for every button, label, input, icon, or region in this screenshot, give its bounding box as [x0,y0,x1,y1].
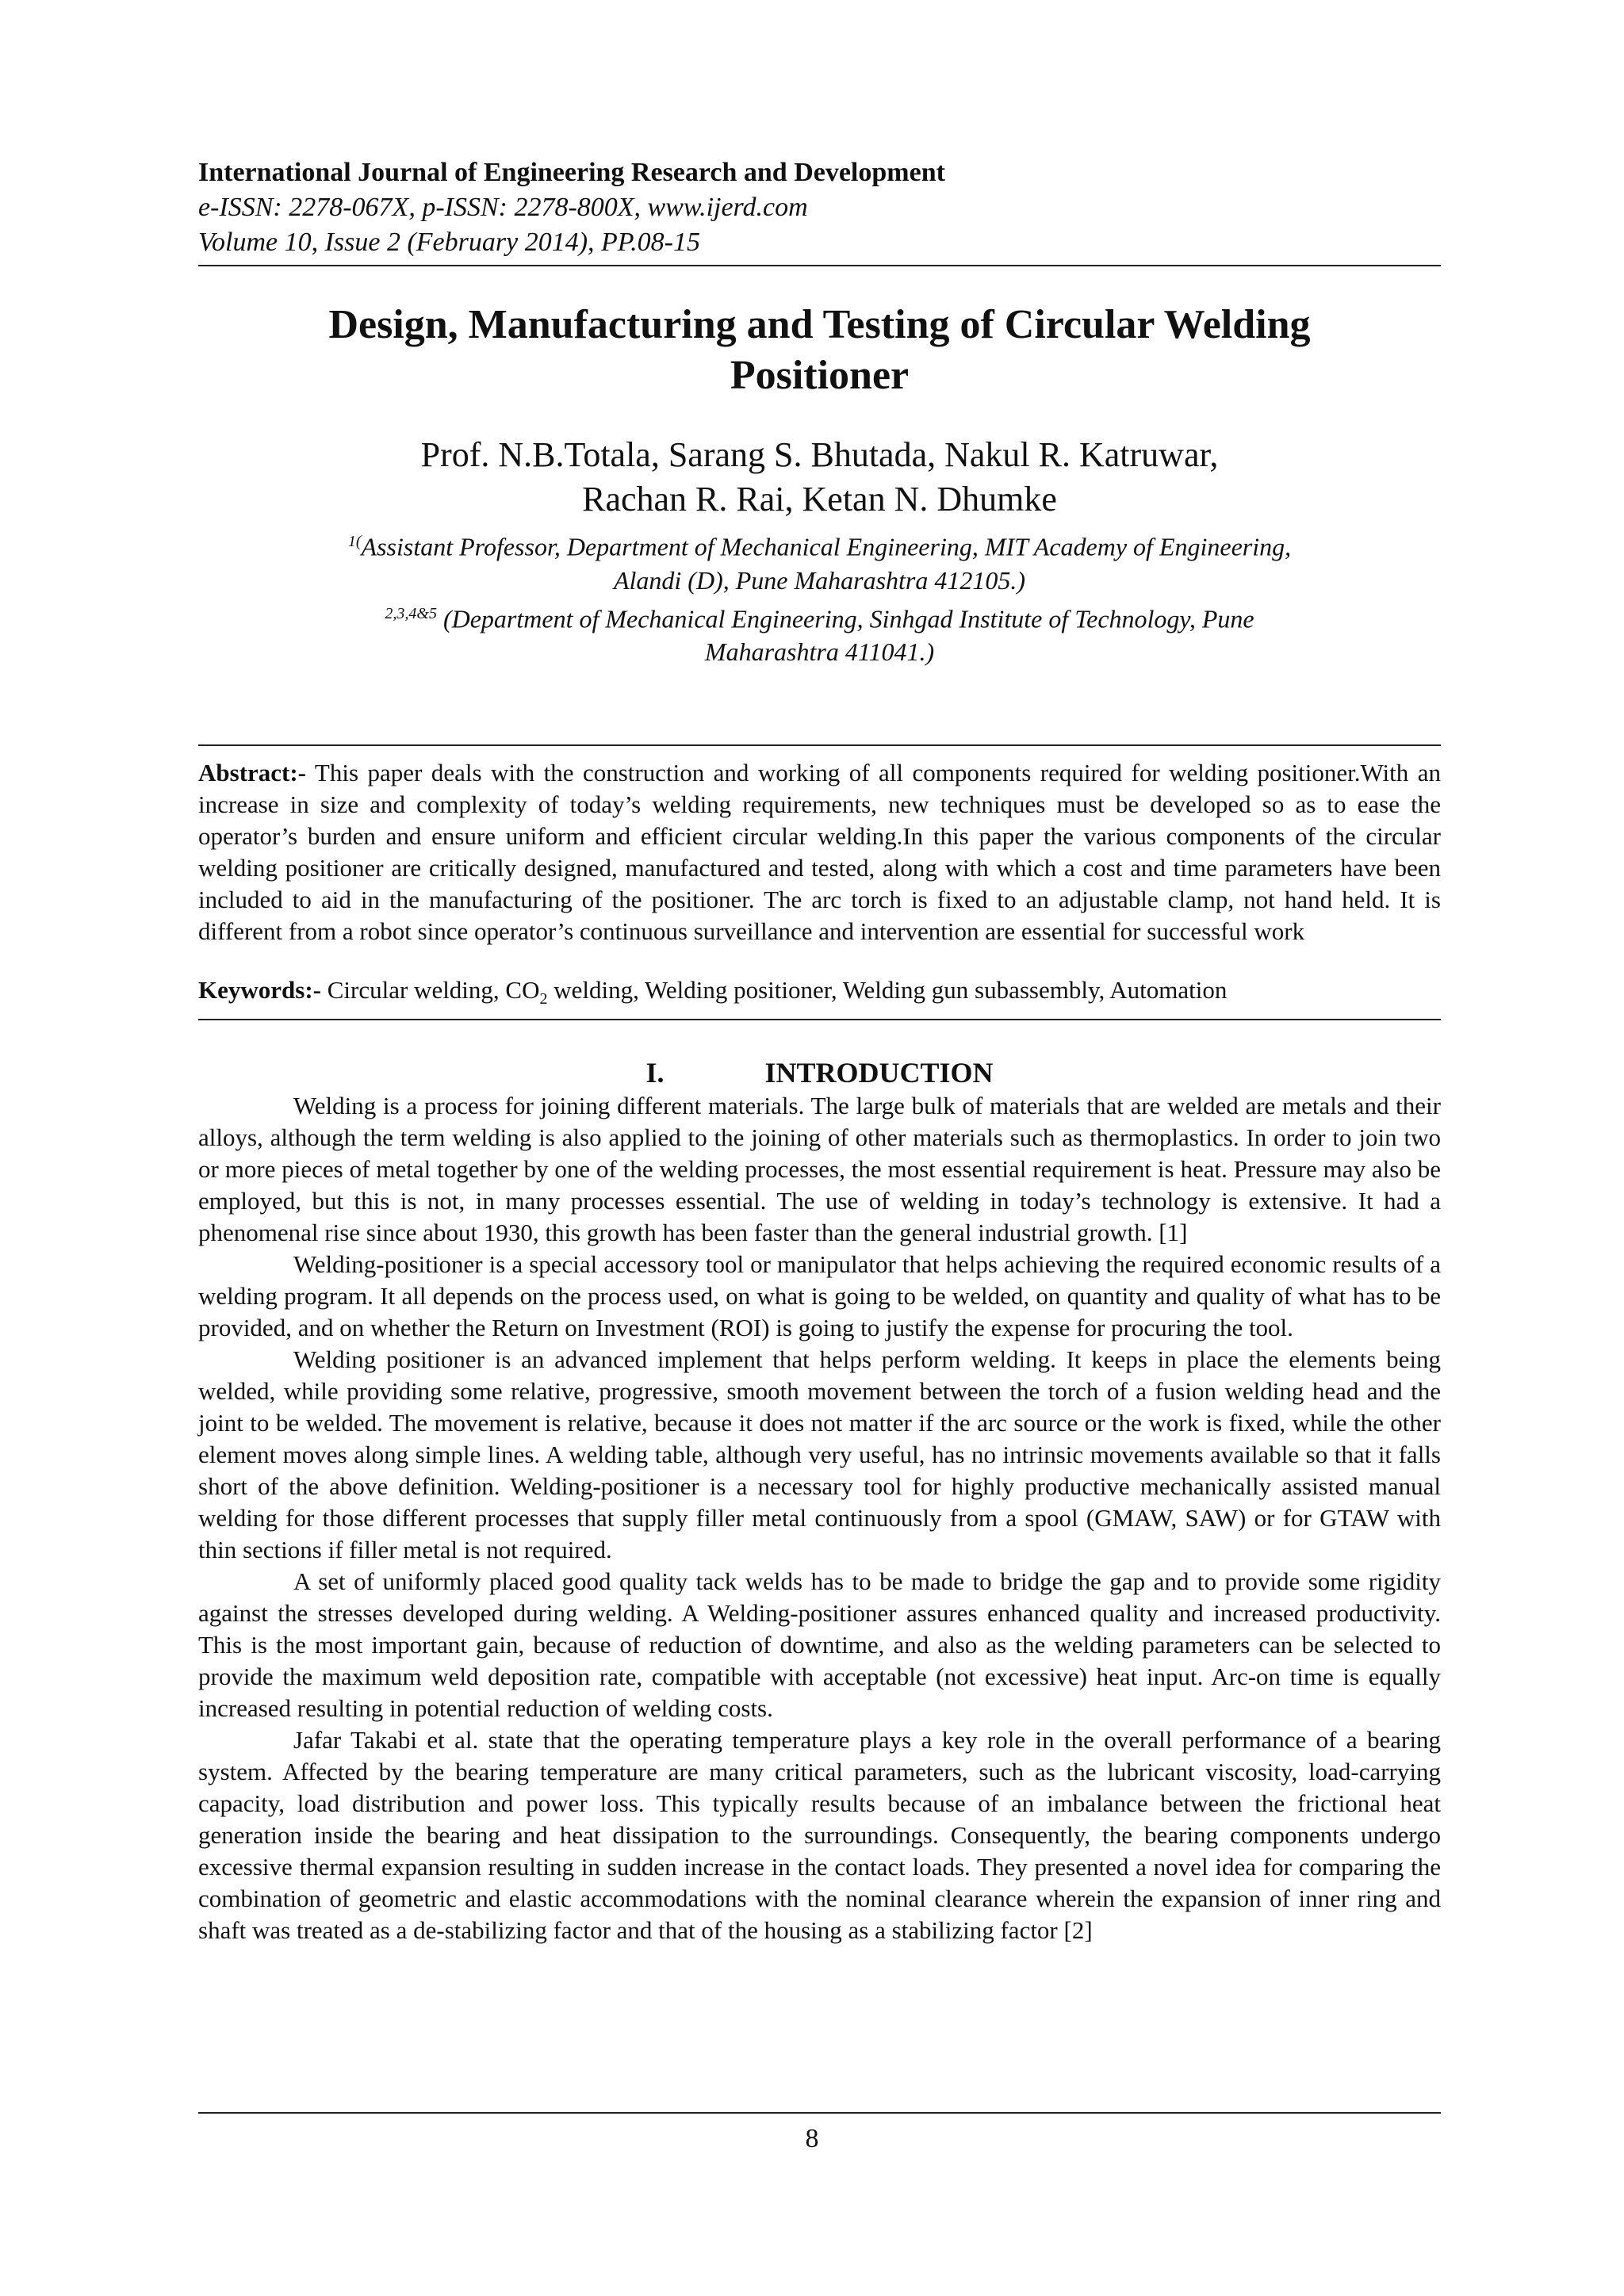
affiliation-1-line-1: Assistant Professor, Department of Mechanical Engineering, MIT Academy of Engineering, [361,532,1292,561]
affiliation-2-line-2: Maharashtra 411041.) [704,637,935,667]
affiliation-2-mark: 2,3,4&5 [385,604,437,622]
keywords-bottom-rule [198,1019,1441,1020]
abstract-top-rule [198,744,1441,746]
keywords [198,974,1441,1015]
journal-name: International Journal of Engineering Research and Development [198,158,945,187]
author-list [198,433,1441,522]
paper-title-line-2: Positioner [730,353,910,398]
section-heading-introduction [198,1055,1441,1090]
body-paragraph-2: Welding-positioner is a special accessory tool or manipulator that helps achieving the required economic results of a welding program. It all depends on the process used, on what is going to be welded, on quantity and quality of what has to be provided, and on whether the Return on Investment (ROI) is going to justify the expense for procuring the tool. [198,1249,1441,1341]
paper-title-line-1: Design, Manufacturing and Testing of Circular Welding [328,302,1311,347]
keywords-label: Keywords:- [198,976,321,1004]
abstract-text: This paper deals with the construction and working of all components required for welding positioner.With an increase in size and complexity of today’s welding requirements, new techniques must be developed so as to ease the operator’s burden and ensure uniform and efficient circular welding.In this paper the various components of the circular welding positioner are critically designed, manufactured and tested, along with which a cost and time parameters have been included to aid in the manufacturing of the positioner. The arc torch is fixed to an adjustable clamp, not hand held. It is different from a robot since operator’s continuous surveillance and intervention are essential for successful work [198,759,1441,946]
journal-volume: Volume 10, Issue 2 (February 2014), PP.08-15 [198,228,701,257]
affiliation-1-mark: 1( [347,533,362,550]
body-paragraph-1: Welding is a process for joining different materials. The large bulk of materials that are welded are metals and their alloys, although the term welding is also applied to the joining of other materials such as thermoplastics. In order to join two or more pieces of metal together by one of the welding processes, the most essential requirement is heat. Pressure may also be employed, but this is not, in many processes essential. The use of welding in today’s technology is extensive. It had a phenomenal rise since about 1930, this growth has been faster than the general industrial growth. [1] [198,1091,1441,1246]
affiliation-1-line-2: Alandi (D), Pune Maharashtra 412105.) [613,565,1026,595]
author-line-2: Rachan R. Rai, Ketan N. Dhumke [582,480,1057,519]
paper-title [198,300,1441,401]
keywords-text-after: welding, Welding positioner, Welding gun subassembly, Automation [547,976,1228,1004]
page-number: 8 [805,2124,819,2153]
header-rule [198,265,1441,266]
affiliation-2 [198,597,1441,669]
body-paragraph-4: A set of uniformly placed good quality tack welds has to be made to bridge the gap and to provide some rigidity against the stresses developed during welding. A Welding-positioner assures enhanced quality and increased productivity. This is the most important gain, because of reduction of downtime, and also as the welding parameters can be selected to provide the maximum weld deposition rate, compatible with acceptable (not excessive) heat input. Arc-on time is equally increased resulting in potential reduction of welding costs. [198,1567,1441,1722]
journal-issn: e-ISSN: 2278-067X, p-ISSN: 2278-800X, www.ijerd.com [198,193,808,222]
keywords-subscript: 2 [539,990,548,1008]
body-paragraph-5: Jafar Takabi et al. state that the operating temperature plays a key role in the overall performance of a bearing system. Affected by the bearing temperature are many critical parameters, such as the lubricant viscosity, load-carrying capacity, load distribution and power loss. This typically results because of an imbalance between the frictional heat generation inside the bearing and heat dissipation to the surroundings. Consequently, the bearing components undergo excessive thermal expansion resulting in sudden increase in the contact loads. They presented a novel idea for comparing the combination of geometric and elastic accommodations with the nominal clearance wherein the expansion of inner ring and shaft was treated as a de-stabilizing factor and that of the housing as a stabilizing factor [2] [198,1725,1441,1944]
section-number: I. [645,1056,665,1089]
body-paragraph-3: Welding positioner is an advanced implement that helps perform welding. It keeps in place the elements being welded, while providing some relative, progressive, smooth movement between the torch of a fusion welding head and the joint to be welded. The movement is relative, because it does not matter if the arc source or the work is fixed, while the other element moves along simple lines. A welding table, although very useful, has no intrinsic movements available so that it falls short of the above definition. Welding-positioner is a necessary tool for highly productive mechanically assisted manual welding for those different processes that supply filler metal continuously from a spool (GMAW, SAW) or for GTAW with thin sections if filler metal is not required. [198,1345,1441,1563]
author-line-1: Prof. N.B.Totala, Sarang S. Bhutada, Nakul R. Katruwar, [420,435,1219,474]
affiliation-2-line-1: (Department of Mechanical Engineering, Sinhgad Institute of Technology, Pune [436,604,1254,633]
footer-rule [198,2112,1441,2114]
keywords-text-before: Circular welding, CO [320,976,540,1004]
abstract [198,757,1441,947]
affiliation-1 [198,525,1441,597]
paper-page [198,155,1441,1946]
abstract-label: Abstract:- [198,759,307,787]
section-title: INTRODUCTION [764,1056,994,1089]
